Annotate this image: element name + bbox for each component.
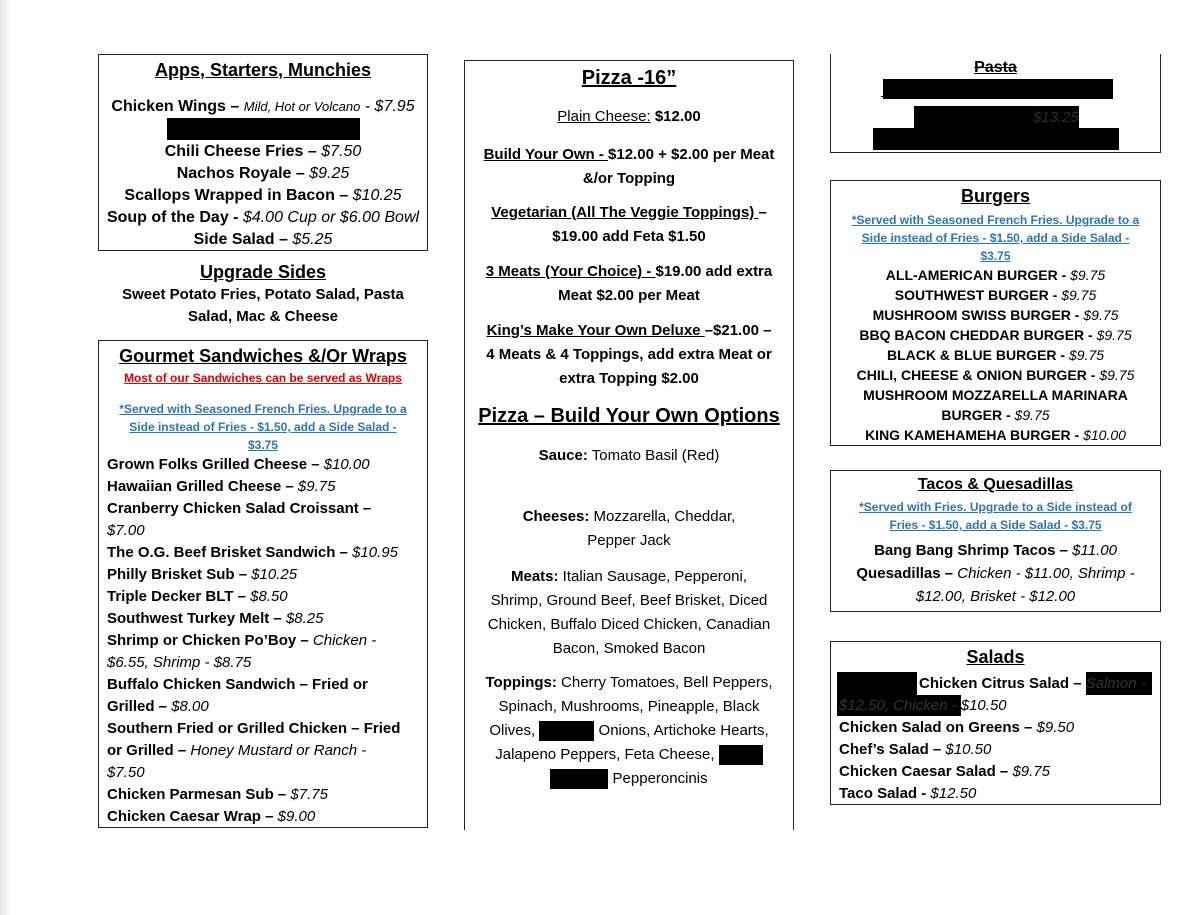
- line-italic: $10.95: [352, 544, 398, 561]
- burger-item: [831, 265, 1160, 285]
- note-line: *Served with Seasoned French Fries. Upgrade to a: [851, 213, 1140, 227]
- line-italic: $8.50: [250, 588, 288, 605]
- line-bold: Buffalo Chicken Sandwich – Fried or: [107, 676, 368, 693]
- salad-name: Chef’s Salad –: [839, 741, 946, 758]
- sandwich-line: [107, 718, 400, 740]
- burger-item: [831, 325, 1160, 345]
- apps-item: [99, 163, 427, 185]
- burger-name: ALL-AMERICAN BURGER: [885, 267, 1058, 283]
- wings-dash: –: [225, 98, 244, 115]
- item-sep: –: [303, 143, 322, 160]
- citrus-hidden-price: Salmon -: [1085, 675, 1146, 692]
- item-name: Scallops Wrapped in Bacon: [124, 187, 335, 204]
- line-bold: Chicken Parmesan Sub –: [107, 786, 291, 803]
- burgers-fries-note: [831, 211, 1160, 265]
- sandwich-line: [107, 762, 400, 784]
- salad-price: $12.50: [930, 785, 977, 802]
- line-italic: $7.75: [290, 786, 328, 803]
- burger-price: $9.75: [1070, 267, 1106, 283]
- burger-price: $10.00: [1083, 427, 1126, 443]
- toppings-value: Cherry Tomatoes, Bell Peppers,: [556, 674, 773, 691]
- line-bold: Southern Fried or Grilled Chicken – Fried: [107, 720, 401, 737]
- byo-line: &/or Topping: [582, 170, 676, 187]
- veg-label: Vegetarian (All The Veggie Toppings): [491, 204, 759, 221]
- quesadilla-price: $12.00, Brisket - $12.00: [915, 588, 1076, 605]
- redacted-topping: [539, 721, 594, 741]
- cheeses-option: [465, 505, 793, 553]
- burger-price: $9.75: [1083, 307, 1119, 323]
- salads-section: [830, 641, 1161, 805]
- line-bold: Grown Folks Grilled Cheese –: [107, 456, 324, 473]
- sauce-label: Sauce:: [538, 447, 588, 464]
- line-italic: $8.00: [171, 698, 209, 715]
- redacted-pasta-line: [883, 79, 1113, 99]
- pasta-title: [831, 59, 1160, 77]
- line-italic: $10.25: [251, 566, 298, 583]
- sauce-value: Tomato Basil (Red): [587, 447, 720, 464]
- cheeses-label: Cheeses:: [522, 508, 590, 525]
- kings-line: extra Topping $2.00: [559, 370, 699, 387]
- line-bold: Shrimp or Chicken Po’Boy –: [107, 632, 313, 649]
- apps-item: [99, 185, 427, 207]
- burgers-title: Burgers: [960, 186, 1031, 206]
- line-bold: Philly Brisket Sub –: [107, 566, 252, 583]
- redacted-salad-block: [837, 672, 917, 695]
- upgrade-sides-line: Salad, Mac & Cheese: [187, 308, 339, 325]
- options-title: Pizza – Build Your Own Options: [478, 405, 780, 427]
- pasta-title-text: Pasta: [974, 59, 1017, 76]
- item-sep: -: [228, 209, 243, 226]
- line-bold: Southwest Turkey Melt –: [107, 610, 286, 627]
- item-price: $4.00 Cup or $6.00 Bowl: [242, 209, 420, 226]
- meats-label: 3 Meats (Your Choice) -: [485, 263, 656, 280]
- burger-item: [831, 405, 1160, 425]
- burger-name: CHILI, CHEESE & ONION BURGER: [856, 367, 1087, 383]
- burger-name: SOUTHWEST BURGER: [894, 287, 1049, 303]
- line-italic: $7.00: [107, 522, 145, 539]
- line-bold: or Grilled –: [107, 742, 191, 759]
- item-price: $7.50: [321, 143, 362, 160]
- plain-label: Plain Cheese:: [557, 108, 651, 125]
- line-bold: Grilled –: [107, 698, 172, 715]
- burger-sep: -: [1070, 307, 1084, 323]
- burgers-section: [830, 180, 1161, 446]
- veg-price: $19.00 add Feta $1.50: [552, 228, 706, 245]
- burger-price: $9.75: [1099, 367, 1135, 383]
- upgrade-sides-section: [98, 260, 428, 328]
- item-price: $9.25: [309, 165, 350, 182]
- meats-option-label: Meats:: [511, 568, 559, 585]
- sauce-option: [465, 447, 793, 464]
- line-italic: $6.55, Shrimp - $8.75: [107, 654, 252, 671]
- toppings-label: Toppings:: [485, 674, 557, 691]
- sandwich-line: [107, 476, 400, 498]
- sandwich-line: [107, 542, 400, 564]
- byo-price: $12.00 + $2.00 per Meat: [608, 146, 775, 163]
- burger-sep: -: [1048, 287, 1062, 303]
- burger-item: [831, 365, 1160, 385]
- sandwiches-section: [98, 340, 428, 828]
- toppings-option: [465, 671, 793, 791]
- salads-list: [839, 717, 1074, 805]
- item-sep: –: [274, 231, 293, 248]
- three-meats-item: [465, 260, 793, 308]
- salad-name: Taco Salad -: [839, 785, 931, 802]
- salad-price: $9.75: [1012, 763, 1050, 780]
- burger-sep: -: [1056, 347, 1069, 363]
- tacos-list: [831, 539, 1160, 608]
- meats-line: Meat $2.00 per Meat: [558, 287, 700, 304]
- vegetarian-item: [465, 201, 793, 249]
- sandwich-line: [107, 608, 400, 630]
- apps-title: Apps, Starters, Munchies: [154, 60, 372, 80]
- kings-price: –$21.00 –: [704, 322, 772, 339]
- upgrade-sides-title: Upgrade Sides: [199, 262, 327, 282]
- sandwich-line: [107, 630, 400, 652]
- line-italic: $10.00: [323, 456, 370, 473]
- item-sep: –: [291, 165, 310, 182]
- wraps-note: Most of our Sandwiches can be served as Wraps: [124, 371, 402, 385]
- burger-item: [831, 305, 1160, 325]
- burger-item: [831, 285, 1160, 305]
- item-name: Soup of the Day: [106, 209, 229, 226]
- burger-sep: -: [1002, 407, 1015, 423]
- citrus-salad-line2: [839, 695, 1007, 717]
- quesadilla-price: Chicken - $11.00, Shrimp -: [957, 565, 1135, 582]
- quesadilla-name: Quesadillas –: [856, 565, 958, 582]
- burgers-list: [831, 265, 1160, 445]
- salad-item: [839, 717, 1074, 739]
- kings-deluxe-item: [465, 319, 793, 391]
- build-your-own-item: [465, 143, 793, 191]
- line-italic: $7.50: [107, 764, 145, 781]
- burger-name: MUSHROOM MOZZARELLA MARINARA: [863, 387, 1128, 403]
- salad-price: $9.50: [1036, 719, 1075, 736]
- cheeses-value: Mozzarella, Cheddar,: [589, 508, 736, 525]
- byo-label: Build Your Own -: [483, 146, 609, 163]
- tacos-title: Tacos & Quesadillas: [917, 476, 1074, 493]
- tacos-section: [830, 470, 1161, 612]
- plain-price: $12.00: [650, 108, 701, 125]
- toppings-line: Onions, Artichoke Hearts,: [594, 722, 769, 739]
- burger-name: MUSHROOM SWISS BURGER: [872, 307, 1071, 323]
- burger-price: $9.75: [1014, 407, 1050, 423]
- burger-name: BLACK & BLUE BURGER: [886, 347, 1057, 363]
- sandwich-line: [107, 674, 400, 696]
- redacted-topping: [719, 745, 763, 765]
- note-line: Side instead of Fries - $1.50, add a Side Salad -: [129, 420, 397, 434]
- plain-cheese-item: [465, 108, 793, 125]
- note-line: Fries - $1.50, add a Side Salad - $3.75: [889, 518, 1102, 532]
- citrus-price: $10.50: [956, 697, 1007, 714]
- line-italic: Chicken -: [312, 632, 377, 649]
- burger-price: $9.75: [1068, 347, 1105, 363]
- salad-item: [839, 761, 1074, 783]
- kings-line: 4 Meats & 4 Toppings, add extra Meat or: [486, 346, 772, 363]
- pasta-price: $13.25: [1033, 109, 1079, 126]
- burger-item: [831, 345, 1160, 365]
- salads-title: Salads: [966, 647, 1025, 667]
- burger-sep: -: [1086, 367, 1100, 383]
- line-bold: Chicken Caesar Wrap –: [107, 808, 278, 825]
- meats-price: $19.00 add extra: [655, 263, 773, 280]
- citrus-salad-line1: [919, 673, 1146, 695]
- pasta-section: [830, 54, 1161, 153]
- line-bold: Triple Decker BLT –: [107, 588, 251, 605]
- sandwich-line: [107, 454, 400, 476]
- redacted-menu-item: [167, 118, 360, 140]
- sandwiches-fries-note: [99, 400, 427, 454]
- taco-price: $11.00: [1072, 542, 1117, 559]
- burger-name: BBQ BACON CHEDDAR BURGER: [859, 327, 1085, 343]
- item-price: $5.25: [292, 231, 333, 248]
- line-bold: Cranberry Chicken Salad Croissant –: [107, 500, 372, 517]
- burger-price: $9.75: [1096, 327, 1132, 343]
- line-italic: $8.25: [285, 610, 324, 627]
- line-bold: The O.G. Beef Brisket Sandwich –: [107, 544, 353, 561]
- burger-name: KING KAMEHAMEHA BURGER: [865, 427, 1071, 443]
- kings-label: King’s Make Your Own Deluxe: [486, 322, 705, 339]
- meats-option-value: Italian Sausage, Pepperoni,: [558, 568, 747, 585]
- citrus-hidden-price: $12.50, Chicken -: [839, 697, 957, 714]
- item-name: Nachos Royale: [176, 165, 292, 182]
- sandwich-line: [107, 740, 400, 762]
- upgrade-sides-line: Sweet Potato Fries, Potato Salad, Pasta: [122, 286, 404, 303]
- note-line: *Served with Seasoned French Fries. Upgrade to a: [119, 402, 407, 416]
- item-sep: –: [334, 187, 353, 204]
- citrus-name: Chicken Citrus Salad –: [919, 675, 1086, 692]
- burger-sep: -: [1070, 427, 1084, 443]
- wings-options: Mild, Hot or Volcano: [243, 99, 361, 114]
- apps-item: [99, 207, 427, 229]
- chicken-wings-item: [99, 98, 427, 116]
- salad-item: [839, 739, 1074, 761]
- item-name: Side Salad: [193, 231, 275, 248]
- quesadilla-item: [831, 562, 1160, 585]
- tacos-fries-note: [831, 498, 1160, 534]
- redacted-topping: [550, 769, 608, 789]
- sandwich-line: [107, 586, 400, 608]
- wings-price: - $7.95: [360, 98, 415, 115]
- sandwiches-list: [107, 454, 400, 828]
- salad-item: [839, 783, 1074, 805]
- item-name: Chili Cheese Fries: [164, 143, 304, 160]
- line-italic: $9.00: [277, 808, 316, 825]
- toppings-line: Olives,: [489, 722, 540, 739]
- line-italic: $9.75: [297, 478, 336, 495]
- sandwich-line: [107, 784, 400, 806]
- sandwich-line: [107, 564, 400, 586]
- apps-list: [99, 141, 427, 251]
- burger-price: $9.75: [1061, 287, 1097, 303]
- item-price: $10.25: [352, 187, 402, 204]
- line-italic: Honey Mustard or Ranch -: [190, 742, 367, 759]
- salad-name: Chicken Caesar Salad –: [839, 763, 1013, 780]
- wings-name: Chicken Wings: [111, 98, 226, 115]
- redacted-pasta-line: [873, 128, 1119, 150]
- burger-sep: -: [1084, 327, 1097, 343]
- sandwich-line: [107, 652, 400, 674]
- burger-item: [831, 425, 1160, 445]
- meats-option-line: Shrimp, Ground Beef, Beef Brisket, Diced: [490, 592, 768, 609]
- note-line: $3.75: [247, 438, 279, 452]
- toppings-line: Spinach, Mushrooms, Pineapple, Black: [498, 698, 760, 715]
- pizza-section: [464, 60, 794, 830]
- taco-item: [831, 539, 1160, 562]
- apps-item: [99, 141, 427, 163]
- cheeses-line: Pepper Jack: [587, 532, 671, 549]
- sandwiches-title: Gourmet Sandwiches &/Or Wraps: [119, 346, 407, 366]
- burger-sep: -: [1057, 267, 1071, 283]
- note-line: $3.75: [980, 249, 1011, 263]
- note-line: *Served with Fries. Upgrade to a Side instead of: [859, 500, 1132, 514]
- apps-item: [99, 229, 427, 251]
- meats-option-line: Bacon, Smoked Bacon: [552, 640, 706, 657]
- veg-dash: –: [758, 204, 767, 221]
- salad-name: Chicken Salad on Greens –: [839, 719, 1037, 736]
- meats-option-line: Chicken, Buffalo Diced Chicken, Canadian: [487, 616, 771, 633]
- pizza-title: Pizza -16”: [581, 67, 677, 89]
- sandwich-line: [107, 498, 400, 520]
- note-line: Side instead of Fries - $1.50, add a Side Salad -: [861, 231, 1130, 245]
- toppings-line: Pepperoncinis: [608, 770, 708, 787]
- burger-name: BURGER: [941, 407, 1003, 423]
- apps-section: [98, 54, 428, 251]
- salad-price: $10.50: [945, 741, 992, 758]
- toppings-line: Jalapeno Peppers, Feta Cheese,: [495, 746, 719, 763]
- meats-option: [465, 565, 793, 661]
- sandwich-line: [107, 806, 400, 828]
- taco-name: Bang Bang Shrimp Tacos –: [874, 542, 1073, 559]
- sandwich-line: [107, 696, 400, 718]
- page-edge-shadow: [0, 0, 12, 915]
- line-bold: Hawaiian Grilled Cheese –: [107, 478, 298, 495]
- sandwich-line: [107, 520, 400, 542]
